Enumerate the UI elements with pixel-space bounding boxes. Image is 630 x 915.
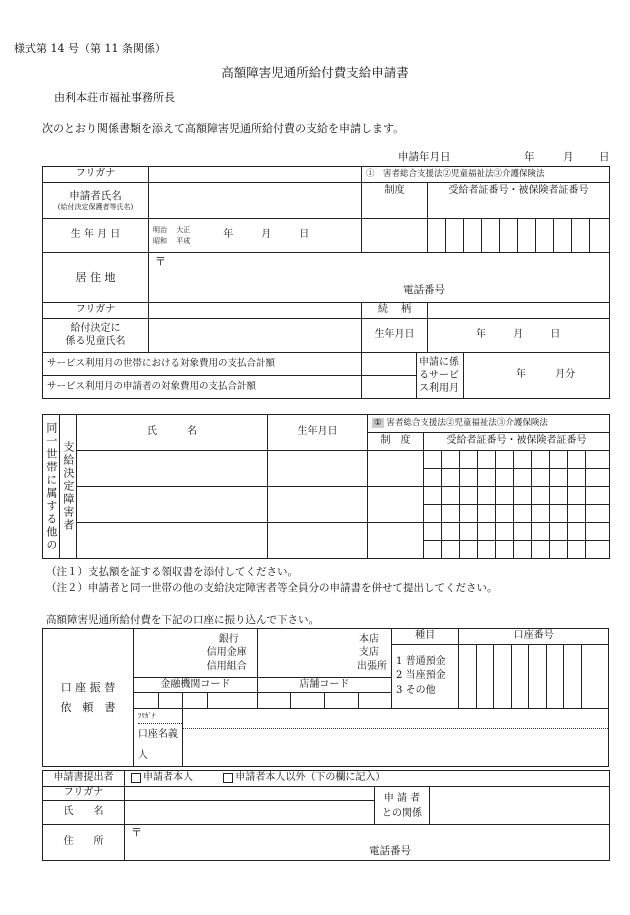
inst-code-digit[interactable]: [133, 693, 158, 709]
holder-label-cell: [133, 709, 183, 767]
applicant-total-label: サービス利用月の申請者の対象費用の支払合計額: [43, 376, 362, 399]
child-birth-month-unit: 月: [513, 329, 524, 341]
cert-digit[interactable]: [514, 505, 532, 523]
member-name-field[interactable]: [77, 523, 268, 559]
institution-code-label: 金融機関コード: [133, 678, 257, 693]
submitter-self-label: 申請者本人: [143, 772, 193, 784]
member-system-field[interactable]: [368, 451, 424, 487]
cert-digit[interactable]: [460, 469, 478, 487]
address-postal-mark: 〒: [155, 255, 166, 268]
household-side-label-cell: [43, 415, 60, 559]
birth-day-unit: 日: [299, 229, 310, 241]
account-type-other: 3 その他: [396, 684, 436, 696]
submitter-address-label: 住 所: [43, 825, 125, 861]
member-system-field[interactable]: [368, 523, 424, 559]
cert-digit[interactable]: [424, 523, 442, 541]
applicant-furigana-label: フリガナ: [43, 167, 149, 183]
cert-digit[interactable]: [500, 219, 518, 253]
applicant-system-field[interactable]: [362, 219, 428, 253]
household-side-label-2: 支給決定障害者: [61, 441, 75, 532]
submitter-relation-label-cell: [375, 787, 430, 825]
cert-digit[interactable]: [478, 451, 496, 469]
account-digit[interactable]: [546, 645, 564, 709]
member-birth-field[interactable]: [268, 451, 368, 487]
household-side-label: 同一世帯に属する他の: [44, 421, 58, 552]
cert-digit[interactable]: [550, 451, 568, 469]
service-month-label-2: るサービ: [419, 370, 459, 381]
child-birth-field[interactable]: [428, 319, 610, 353]
cert-digit[interactable]: [514, 487, 532, 505]
member-name-field[interactable]: [77, 451, 268, 487]
cert-digit[interactable]: [496, 505, 514, 523]
intro-text: 次のとおり関係書類を添えて高額障害児通所給付費の支給を申請します。: [42, 122, 405, 135]
applicant-name-label-cell: [43, 183, 149, 219]
cert-digit[interactable]: [514, 469, 532, 487]
cert-digit[interactable]: [478, 469, 496, 487]
cert-digit[interactable]: [550, 523, 568, 541]
account-type-options[interactable]: [392, 645, 459, 709]
cert-digit[interactable]: [496, 451, 514, 469]
birth-eras-1: 明治 大正: [153, 226, 191, 234]
service-month-label-cell: [417, 353, 464, 399]
applicant-system-label: 制度: [362, 183, 428, 219]
inst-code-digit[interactable]: [208, 693, 258, 709]
service-month-label-3: ス利用月: [419, 383, 459, 394]
submitter-other-label: 申請者本人以外（下の欄に記入）: [235, 772, 386, 784]
service-month-label-1: 申請に係: [419, 357, 459, 368]
cert-digit[interactable]: [532, 451, 550, 469]
submitter-address-field[interactable]: [125, 825, 610, 861]
bank-side-label-2: 依 頼 書: [60, 700, 116, 714]
cert-digit[interactable]: [478, 505, 496, 523]
holder-furigana-label: ﾌﾘｶﾞﾅ: [138, 709, 183, 724]
cert-digit[interactable]: [568, 487, 586, 505]
submitter-options: [125, 771, 610, 787]
note-1: （注１）支払額を証する領収書を添付してください。: [46, 566, 298, 578]
cert-digit[interactable]: [514, 541, 532, 559]
birth-year-unit: 年: [223, 229, 234, 241]
submitter-postal-mark: 〒: [131, 826, 142, 839]
account-digit[interactable]: [564, 645, 582, 709]
household-birth-header: 生年月日: [268, 415, 368, 451]
branch-name-field[interactable]: [257, 629, 391, 678]
cert-digit[interactable]: [424, 469, 442, 487]
holder-name-field[interactable]: [183, 709, 609, 767]
household-law-options-cell: [368, 415, 610, 433]
submitter-self-checkbox[interactable]: [131, 773, 141, 783]
date-day-unit: 日: [599, 151, 610, 163]
address-phone-label: 電話番号: [403, 284, 445, 296]
inst-type-shinkin: 信用金庫: [206, 647, 247, 659]
submitter-table: [42, 770, 610, 861]
cert-digit[interactable]: [554, 219, 572, 253]
household-total-label: サービス利用月の世帯における対象費用の支払合計額: [43, 353, 362, 376]
child-name-label-2: 係る児童氏名: [65, 335, 126, 347]
institution-name-field[interactable]: [133, 629, 257, 678]
cert-digit[interactable]: [572, 219, 590, 253]
cert-digit[interactable]: [424, 505, 442, 523]
cert-digit[interactable]: [496, 469, 514, 487]
child-name-label-cell: [43, 319, 149, 353]
note-2: （注２）申請者と同一世帯の他の支給決定障害者等全員分の申請書を併せて提出してください。: [46, 582, 498, 594]
submitter-name-field[interactable]: [125, 801, 375, 825]
birth-eras-2: 昭和 平成: [153, 236, 191, 245]
branch-type-branch: 支店: [359, 647, 380, 659]
account-type-futsu: 1 普通預金: [396, 655, 446, 667]
submitter-other-checkbox[interactable]: [223, 773, 233, 783]
submitter-relation-label-1: 申 請 者: [383, 792, 421, 804]
cert-digit[interactable]: [460, 523, 478, 541]
cert-digit[interactable]: [442, 487, 460, 505]
account-digit[interactable]: [529, 645, 547, 709]
cert-digit[interactable]: [532, 487, 550, 505]
applicant-name-note: (給付決定保護者等氏名): [57, 202, 134, 211]
cert-digit[interactable]: [568, 505, 586, 523]
cert-digit[interactable]: [532, 505, 550, 523]
birth-month-unit: 月: [261, 229, 272, 241]
cert-digit[interactable]: [550, 505, 568, 523]
cert-digit[interactable]: [442, 505, 460, 523]
applicant-furigana-field[interactable]: [149, 167, 362, 183]
cert-digit[interactable]: [550, 541, 568, 559]
bank-side-label-1: 口 座 振 替: [60, 680, 116, 694]
cert-digit[interactable]: [532, 541, 550, 559]
member-birth-field[interactable]: [268, 487, 368, 523]
form-number: 様式第 14 号（第 11 条関係）: [14, 42, 166, 55]
household-members-table: [42, 414, 610, 559]
cert-digit[interactable]: [550, 487, 568, 505]
cert-digit[interactable]: [478, 541, 496, 559]
bank-side-label-cell: [43, 629, 134, 767]
member-system-field[interactable]: [368, 487, 424, 523]
application-date-label: 申請年月日: [398, 151, 451, 163]
page-title: 高額障害児通所給付費支給申請書: [221, 65, 409, 80]
household-law-options: 害者総合支援法②児童福祉法③介護保険法: [386, 418, 548, 429]
cert-digit[interactable]: [482, 219, 500, 253]
applicant-cert-label: 受給者証番号・被保険者証番号: [428, 183, 610, 219]
member-name-field[interactable]: [77, 487, 268, 523]
account-type-toza: 2 当座預金: [396, 670, 446, 682]
cert-digit[interactable]: [586, 469, 610, 487]
submitter-name-label: 氏 名: [43, 801, 125, 825]
applicant-birth-label: 生 年 月 日: [43, 219, 149, 253]
cert-digit[interactable]: [496, 487, 514, 505]
cert-digit[interactable]: [424, 451, 442, 469]
household-cert-header: 受給者証番号・被保険者証番号: [424, 433, 610, 451]
account-digit[interactable]: [494, 645, 512, 709]
child-birth-day-unit: 日: [550, 329, 561, 341]
cert-digit[interactable]: [464, 219, 482, 253]
household-law-number: ①: [374, 418, 382, 429]
child-birth-label: 生年月日: [362, 319, 428, 353]
account-number-header: 口座番号: [459, 629, 609, 645]
child-furigana-field[interactable]: [149, 303, 362, 319]
account-digit[interactable]: [581, 645, 608, 709]
cert-digit[interactable]: [478, 523, 496, 541]
cert-digit[interactable]: [568, 523, 586, 541]
cert-digit[interactable]: [514, 523, 532, 541]
submitter-relation-field[interactable]: [430, 787, 610, 825]
address-field[interactable]: [149, 253, 610, 303]
inst-type-bank: 銀行: [218, 633, 239, 645]
cert-digit[interactable]: [586, 487, 610, 505]
date-month-unit: 月: [563, 151, 574, 163]
inst-code-digit[interactable]: [183, 693, 208, 709]
account-digit[interactable]: [459, 645, 477, 709]
account-digit[interactable]: [511, 645, 529, 709]
cert-digit[interactable]: [424, 541, 442, 559]
cert-digit[interactable]: [550, 469, 568, 487]
service-month-year-unit: 年: [516, 369, 526, 381]
addressee: 由利本荘市福祉事務所長: [54, 91, 175, 104]
submitter-furigana-label: フリガナ: [43, 787, 125, 801]
account-digit[interactable]: [476, 645, 494, 709]
address-label: 居 住 地: [43, 253, 149, 303]
inst-code-digit[interactable]: [158, 693, 183, 709]
main-application-table: [42, 166, 610, 399]
branch-type-main: 本店: [359, 633, 380, 645]
cert-digit[interactable]: [496, 523, 514, 541]
submitter-relation-label-2: との関係: [382, 807, 422, 819]
branch-code-digit[interactable]: [290, 693, 324, 709]
cert-digit[interactable]: [460, 451, 478, 469]
applicant-law-options: ① 害者総合支援法②児童福祉法③介護保険法: [362, 167, 610, 183]
cert-digit[interactable]: [460, 505, 478, 523]
cert-digit[interactable]: [460, 487, 478, 505]
cert-digit[interactable]: [532, 469, 550, 487]
cert-digit[interactable]: [428, 219, 446, 253]
child-name-label-1: 給付決定に: [70, 323, 121, 334]
cert-digit[interactable]: [424, 487, 442, 505]
applicant-name-label: 申請者氏名: [69, 189, 122, 202]
branch-code-digit[interactable]: [257, 693, 290, 709]
cert-digit[interactable]: [518, 219, 536, 253]
cert-digit[interactable]: [586, 541, 610, 559]
cert-digit[interactable]: [586, 451, 610, 469]
cert-digit[interactable]: [532, 523, 550, 541]
submitter-furigana-field[interactable]: [125, 787, 375, 801]
holder-label: 口座名義人: [137, 729, 178, 761]
cert-digit[interactable]: [586, 505, 610, 523]
child-furigana-label: フリガナ: [43, 303, 149, 319]
cert-digit[interactable]: [478, 487, 496, 505]
household-side-label-cell-2: [60, 415, 77, 559]
household-name-header: 氏 名: [77, 415, 268, 451]
cert-digit[interactable]: [590, 219, 610, 253]
household-system-header: 制 度: [368, 433, 424, 451]
submitter-phone-label: 電話番号: [369, 845, 411, 857]
cert-digit[interactable]: [460, 541, 478, 559]
cert-digit[interactable]: [442, 541, 460, 559]
cert-digit[interactable]: [514, 451, 532, 469]
household-total-field[interactable]: [362, 353, 417, 376]
member-birth-field[interactable]: [268, 523, 368, 559]
cert-digit[interactable]: [568, 451, 586, 469]
service-month-month-unit: 月分: [555, 369, 576, 381]
cert-digit[interactable]: [568, 541, 586, 559]
account-type-header: 種目: [392, 629, 459, 645]
branch-code-digit[interactable]: [358, 693, 391, 709]
bank-instruction: 高額障害児通所給付費を下記の口座に振り込んで下さい。: [46, 614, 319, 626]
cert-digit[interactable]: [586, 523, 610, 541]
submitter-label: 申請書提出者: [43, 771, 125, 787]
service-month-field[interactable]: [464, 353, 610, 399]
branch-code-label: 店舗コード: [257, 678, 391, 693]
child-relation-label: 続 柄: [362, 303, 428, 319]
branch-code-digit[interactable]: [324, 693, 358, 709]
child-name-field[interactable]: [149, 319, 362, 353]
inst-type-kumiai: 信用組合: [206, 660, 247, 672]
cert-digit[interactable]: [496, 541, 514, 559]
applicant-name-field[interactable]: [149, 183, 362, 219]
child-relation-field[interactable]: [428, 303, 610, 319]
bank-account-table: [42, 628, 609, 767]
date-year-unit: 年: [524, 151, 535, 163]
branch-type-sub: 出張所: [357, 660, 388, 672]
cert-digit[interactable]: [568, 469, 586, 487]
cert-digit[interactable]: [446, 219, 464, 253]
cert-digit[interactable]: [442, 523, 460, 541]
cert-digit[interactable]: [536, 219, 554, 253]
applicant-birth-cell[interactable]: [149, 219, 362, 253]
cert-digit[interactable]: [442, 451, 460, 469]
child-birth-year-unit: 年: [476, 329, 486, 341]
cert-digit[interactable]: [442, 469, 460, 487]
applicant-total-field[interactable]: [362, 376, 417, 399]
